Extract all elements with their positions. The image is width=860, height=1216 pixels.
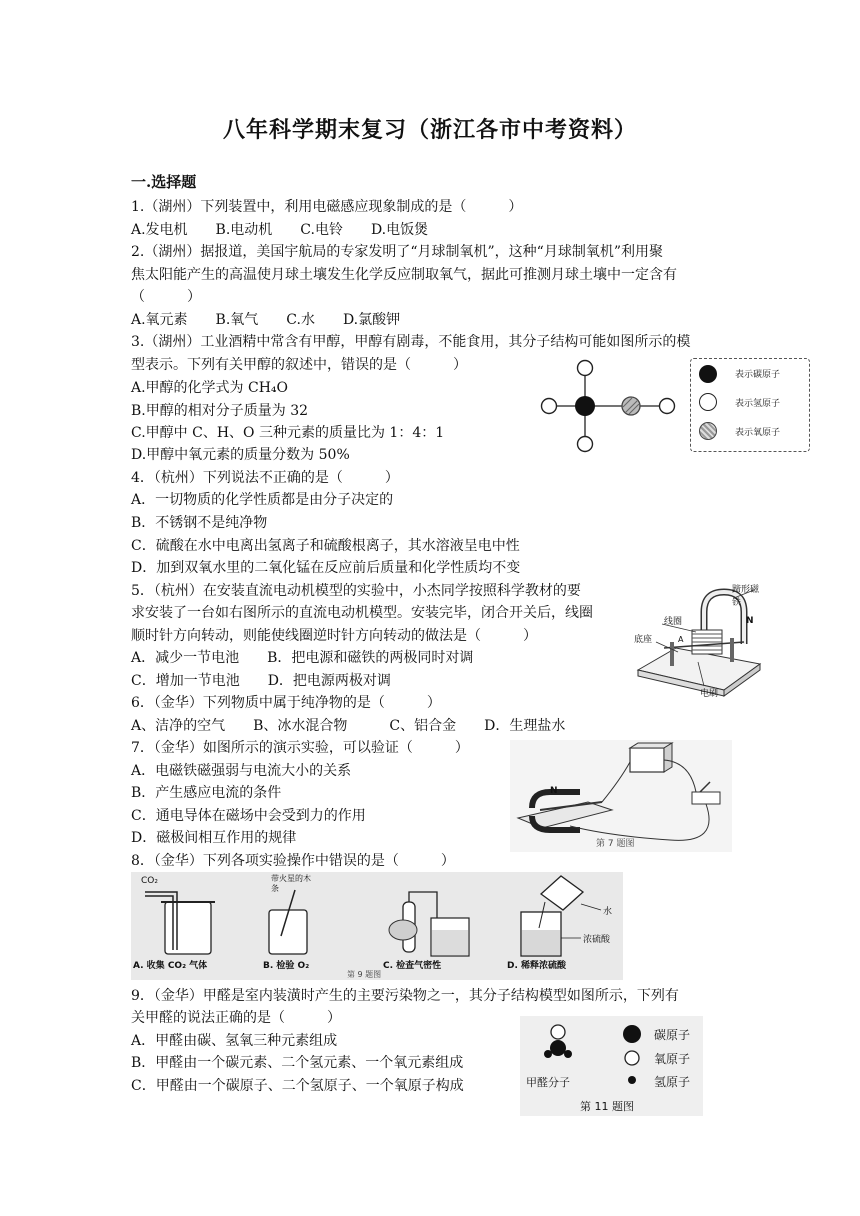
- q3-option-d: D.甲醇中氧元素的质量分数为 50%: [131, 447, 350, 463]
- q7-option-b: B．产生感应电流的条件: [131, 785, 282, 801]
- q6-options: A、洁净的空气 B、冰水混合物 C、铝合金 D．生理盐水: [131, 718, 566, 734]
- carbon-atom-icon: [699, 365, 717, 383]
- legend-hydrogen-atom: 氢原子: [654, 1075, 691, 1089]
- legend-carbon-label: 表示碳原子: [735, 370, 781, 380]
- legend-oxygen-atom: 氧原子: [654, 1052, 691, 1066]
- dc-motor-figure: [634, 582, 764, 697]
- q4-option-a: A．一切物质的化学性质都是由分子决定的: [131, 492, 394, 508]
- q1-stem: 1.（湖州）下列装置中，利用电磁感应现象制成的是（ ）: [131, 199, 523, 215]
- q9-caption: 第 11 题图: [580, 1100, 634, 1113]
- point-a-label: A: [678, 635, 684, 644]
- option-d-caption: D. 稀释浓硫酸: [507, 961, 567, 971]
- q4-option-c: C．硫酸在水中电离出氢离子和硫酸根离子，其水溶液呈电中性: [131, 538, 520, 554]
- q9-stem-1: 9．（金华）甲醛是室内装潢时产生的主要污染物之一，其分子结构模型如图所示，下列有: [131, 988, 679, 1004]
- q8-lab-operations-figure: [131, 872, 623, 980]
- q4-option-b: B．不锈钢不是纯净物: [131, 515, 268, 531]
- q2-stem-2: 焦太阳能产生的高温使月球土壤发生化学反应制取氧气，据此可推测月球土壤中一定含有: [131, 267, 677, 283]
- hydrogen-atom-icon: [699, 393, 717, 411]
- q5-stem-3: 顺时针方向转动，则能使线圈逆时针方向转动的做法是（ ）: [131, 628, 537, 644]
- coil-label: 线圈: [664, 617, 683, 627]
- q5-stem-1: 5．（杭州）在安装直流电动机模型的实验中，小杰同学按照科学教材的要: [131, 583, 581, 599]
- q3-stem-1: 3.（湖州）工业酒精中常含有甲醇，甲醇有剧毒，不能食用，其分子结构可能如图所示的模: [131, 334, 691, 350]
- q4-stem: 4．（杭州）下列说法不正确的是（ ）: [131, 470, 399, 486]
- option-a-caption: A. 收集 CO₂ 气体: [133, 961, 208, 971]
- q5-options-row-2: C．增加一节电池 D．把电源两极对调: [131, 673, 391, 689]
- q9-option-b: B．甲醛由一个碳元素、二个氢元素、一个氧元素组成: [131, 1055, 464, 1071]
- formaldehyde-molecule-figure: [520, 1016, 703, 1116]
- q3-stem-2: 型表示。下列有关甲醇的叙述中，错误的是（ ）: [131, 357, 467, 373]
- methanol-molecule-figure: [535, 358, 695, 458]
- option-c-caption: C. 检查气密性: [383, 961, 442, 971]
- q3-option-a: A.甲醇的化学式为 CH₄O: [131, 380, 289, 396]
- q3-option-b: B.甲醇的相对分子质量为 32: [131, 403, 309, 419]
- base-label: 底座: [634, 635, 653, 645]
- q2-stem-3: （ ）: [131, 289, 201, 305]
- formaldehyde-molecule-label: 甲醛分子: [526, 1076, 570, 1089]
- q8-caption: 第 9 题图: [347, 970, 382, 979]
- q9-stem-2: 关甲醛的说法正确的是（ ）: [131, 1010, 341, 1026]
- q1-options: A.发电机 B.电动机 C.电铃 D.电饭煲: [131, 222, 429, 238]
- legend-hydrogen-label: 表示氢原子: [735, 399, 781, 409]
- q7-experiment-figure: [510, 740, 732, 852]
- option-b-caption: B. 检验 O₂: [263, 961, 310, 971]
- legend-carbon-atom: 碳原子: [654, 1028, 691, 1042]
- q9-option-a: A．甲醛由碳、氢氧三种元素组成: [131, 1033, 338, 1049]
- q5-stem-2: 求安装了一台如右图所示的直流电动机模型。安装完毕，闭合开关后，线圈: [131, 605, 593, 621]
- methanol-legend: [690, 358, 810, 452]
- q8-stem: 8．（金华）下列各项实验操作中错误的是（ ）: [131, 853, 455, 869]
- conc-sulfuric-label: 浓硫酸: [583, 935, 611, 945]
- co2-label: CO₂: [141, 876, 158, 886]
- q9-option-c: C．甲醛由一个碳原子、二个氢原子、一个氧原子构成: [131, 1078, 464, 1094]
- q4-option-d: D．加到双氧水里的二氧化锰在反应前后质量和化学性质均不变: [131, 560, 521, 576]
- q5-options-row-1: A．减少一节电池 B．把电源和磁铁的两极同时对调: [131, 650, 474, 666]
- q7-stem: 7．（金华）如图所示的演示实验，可以验证（ ）: [131, 740, 469, 756]
- page-title: 八年科学期末复习（浙江各市中考资料）: [222, 117, 637, 143]
- q2-stem-1: 2.（湖州）据报道，美国宇航局的专家发明了“月球制氧机”，这种“月球制氧机”利用聚: [131, 244, 663, 260]
- brush-label: 电刷: [700, 689, 719, 699]
- q7-caption: 第 7 题图: [596, 839, 635, 849]
- q7-option-c: C．通电导体在磁场中会受到力的作用: [131, 808, 366, 824]
- north-pole-label: N: [746, 616, 754, 626]
- q6-stem: 6．（金华）下列物质中属于纯净物的是（ ）: [131, 695, 441, 711]
- section-heading: 一.选择题: [131, 173, 197, 191]
- water-label: 水: [603, 907, 613, 917]
- q3-option-c: C.甲醇中 C、H、O 三种元素的质量比为 1：4：1: [131, 425, 445, 441]
- legend-oxygen-label: 表示氧原子: [735, 428, 781, 438]
- q7-north-label: N: [550, 786, 558, 796]
- glowing-splint-label: 带火星的木条: [271, 874, 311, 893]
- q7-option-a: A．电磁铁磁强弱与电流大小的关系: [131, 763, 352, 779]
- q7-option-d: D．磁极间相互作用的规律: [131, 830, 297, 846]
- q2-options: A.氧元素 B.氧气 C.水 D.氯酸钾: [131, 312, 401, 328]
- oxygen-atom-icon: [699, 422, 717, 440]
- magnet-label: 蹄形磁铁: [732, 585, 760, 608]
